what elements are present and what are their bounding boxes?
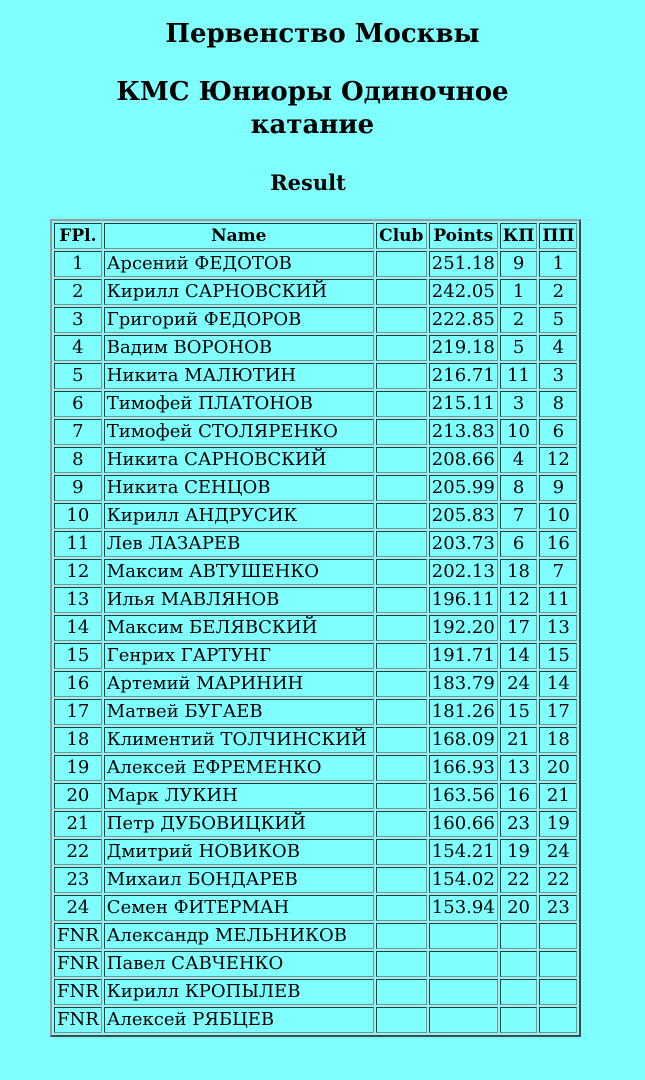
cell-kp: 6	[500, 531, 538, 557]
cell-kp	[500, 951, 538, 977]
cell-fpl: 24	[54, 895, 102, 921]
cell-points: 183.79	[429, 671, 498, 697]
table-row	[54, 307, 577, 333]
cell-kp: 15	[500, 699, 538, 725]
cell-points: 160.66	[429, 811, 498, 837]
cell-club	[376, 475, 427, 501]
cell-points: 163.56	[429, 783, 498, 809]
cell-kp: 20	[500, 895, 538, 921]
cell-club	[376, 1007, 427, 1033]
cell-fpl: 9	[54, 475, 102, 501]
cell-points: 242.05	[429, 279, 498, 305]
cell-fpl: 18	[54, 727, 102, 753]
cell-pp: 20	[539, 755, 577, 781]
cell-fpl: FNR	[54, 979, 102, 1005]
cell-points: 215.11	[429, 391, 498, 417]
cell-kp: 24	[500, 671, 538, 697]
cell-fpl: 12	[54, 559, 102, 585]
cell-club	[376, 895, 427, 921]
cell-pp: 9	[539, 475, 577, 501]
cell-name: Лев ЛАЗАРЕВ	[104, 531, 374, 557]
cell-pp: 12	[539, 447, 577, 473]
cell-name: Петр ДУБОВИЦКИЙ	[104, 811, 374, 837]
cell-kp: 2	[500, 307, 538, 333]
cell-club	[376, 867, 427, 893]
table-row	[54, 1007, 577, 1033]
cell-name: Климентий ТОЛЧИНСКИЙ	[104, 727, 374, 753]
cell-club	[376, 587, 427, 613]
table-row	[54, 615, 577, 641]
cell-club	[376, 755, 427, 781]
cell-name: Семен ФИТЕРМАН	[104, 895, 374, 921]
cell-pp: 17	[539, 699, 577, 725]
cell-fpl: 7	[54, 419, 102, 445]
table-row	[54, 643, 577, 669]
cell-club	[376, 643, 427, 669]
cell-kp: 8	[500, 475, 538, 501]
cell-name: Алексей РЯБЦЕВ	[104, 1007, 374, 1033]
cell-kp: 1	[500, 279, 538, 305]
cell-points: 208.66	[429, 447, 498, 473]
cell-club	[376, 559, 427, 585]
column-header-kp: КП	[500, 223, 538, 249]
cell-club	[376, 615, 427, 641]
table-row	[54, 839, 577, 865]
cell-pp: 4	[539, 335, 577, 361]
cell-points: 203.73	[429, 531, 498, 557]
header-row	[54, 223, 577, 249]
cell-name: Тимофей СТОЛЯРЕНКО	[104, 419, 374, 445]
cell-fpl: 2	[54, 279, 102, 305]
cell-fpl: 21	[54, 811, 102, 837]
cell-fpl: 8	[54, 447, 102, 473]
cell-pp: 11	[539, 587, 577, 613]
cell-pp: 19	[539, 811, 577, 837]
cell-points: 196.11	[429, 587, 498, 613]
cell-fpl: 4	[54, 335, 102, 361]
cell-name: Арсений ФЕДОТОВ	[104, 251, 374, 277]
cell-club	[376, 391, 427, 417]
table-header	[54, 223, 577, 249]
cell-club	[376, 531, 427, 557]
cell-kp: 11	[500, 363, 538, 389]
cell-points: 213.83	[429, 419, 498, 445]
cell-fpl: 10	[54, 503, 102, 529]
cell-points: 153.94	[429, 895, 498, 921]
table-row	[54, 363, 577, 389]
cell-points	[429, 951, 498, 977]
cell-pp	[539, 951, 577, 977]
table-row	[54, 783, 577, 809]
cell-kp	[500, 979, 538, 1005]
cell-club	[376, 727, 427, 753]
cell-pp: 2	[539, 279, 577, 305]
cell-kp: 10	[500, 419, 538, 445]
cell-name: Марк ЛУКИН	[104, 783, 374, 809]
cell-pp: 13	[539, 615, 577, 641]
cell-kp: 9	[500, 251, 538, 277]
cell-kp: 16	[500, 783, 538, 809]
cell-pp: 1	[539, 251, 577, 277]
table-row	[54, 699, 577, 725]
cell-pp: 10	[539, 503, 577, 529]
table-row	[54, 755, 577, 781]
table-row	[54, 559, 577, 585]
table-body	[54, 251, 577, 1033]
table-row	[54, 419, 577, 445]
cell-club	[376, 951, 427, 977]
cell-club	[376, 839, 427, 865]
cell-kp: 5	[500, 335, 538, 361]
table-row	[54, 503, 577, 529]
cell-name: Никита СЕНЦОВ	[104, 475, 374, 501]
table-row	[54, 587, 577, 613]
cell-club	[376, 503, 427, 529]
table-row	[54, 671, 577, 697]
cell-fpl: 3	[54, 307, 102, 333]
cell-fpl: FNR	[54, 951, 102, 977]
cell-fpl: 6	[54, 391, 102, 417]
cell-pp: 3	[539, 363, 577, 389]
cell-fpl: FNR	[54, 1007, 102, 1033]
cell-fpl: 11	[54, 531, 102, 557]
cell-fpl: 16	[54, 671, 102, 697]
event-title: Первенство Москвы	[165, 19, 480, 49]
category-title: КМС Юниоры Одиночное катание	[116, 77, 509, 140]
cell-pp: 16	[539, 531, 577, 557]
cell-club	[376, 811, 427, 837]
cell-pp	[539, 979, 577, 1005]
cell-name: Кирилл КРОПЫЛЕВ	[104, 979, 374, 1005]
cell-name: Вадим ВОРОНОВ	[104, 335, 374, 361]
cell-name: Никита МАЛЮТИН	[104, 363, 374, 389]
cell-name: Дмитрий НОВИКОВ	[104, 839, 374, 865]
cell-club	[376, 419, 427, 445]
cell-points: 191.71	[429, 643, 498, 669]
cell-fpl: 15	[54, 643, 102, 669]
cell-name: Никита САРНОВСКИЙ	[104, 447, 374, 473]
cell-club	[376, 251, 427, 277]
table-row	[54, 923, 577, 949]
cell-pp: 22	[539, 867, 577, 893]
table-row	[54, 867, 577, 893]
table-row	[54, 279, 577, 305]
column-header-points: Points	[429, 223, 498, 249]
cell-points: 205.83	[429, 503, 498, 529]
cell-points	[429, 1007, 498, 1033]
cell-pp	[539, 923, 577, 949]
cell-pp: 15	[539, 643, 577, 669]
table-row	[54, 951, 577, 977]
cell-pp: 18	[539, 727, 577, 753]
table-row	[54, 979, 577, 1005]
cell-kp: 21	[500, 727, 538, 753]
cell-fpl: 17	[54, 699, 102, 725]
cell-fpl: 14	[54, 615, 102, 641]
cell-kp: 17	[500, 615, 538, 641]
cell-kp: 23	[500, 811, 538, 837]
cell-fpl: 5	[54, 363, 102, 389]
cell-pp: 24	[539, 839, 577, 865]
cell-pp: 7	[539, 559, 577, 585]
table-row	[54, 531, 577, 557]
cell-points	[429, 979, 498, 1005]
cell-points: 202.13	[429, 559, 498, 585]
cell-name: Тимофей ПЛАТОНОВ	[104, 391, 374, 417]
cell-club	[376, 923, 427, 949]
cell-fpl: 22	[54, 839, 102, 865]
cell-points: 216.71	[429, 363, 498, 389]
cell-kp: 3	[500, 391, 538, 417]
cell-pp: 21	[539, 783, 577, 809]
cell-pp	[539, 1007, 577, 1033]
cell-points: 166.93	[429, 755, 498, 781]
cell-name: Матвей БУГАЕВ	[104, 699, 374, 725]
cell-points: 205.99	[429, 475, 498, 501]
cell-fpl: 23	[54, 867, 102, 893]
cell-kp	[500, 1007, 538, 1033]
cell-points: 168.09	[429, 727, 498, 753]
cell-points: 219.18	[429, 335, 498, 361]
cell-fpl: 13	[54, 587, 102, 613]
column-header-fpl: FPl.	[54, 223, 102, 249]
cell-club	[376, 783, 427, 809]
cell-points: 222.85	[429, 307, 498, 333]
table-row	[54, 335, 577, 361]
cell-kp: 12	[500, 587, 538, 613]
table-row	[54, 391, 577, 417]
cell-kp: 22	[500, 867, 538, 893]
cell-fpl: 1	[54, 251, 102, 277]
cell-points: 192.20	[429, 615, 498, 641]
cell-pp: 6	[539, 419, 577, 445]
cell-name: Павел САВЧЕНКО	[104, 951, 374, 977]
cell-club	[376, 447, 427, 473]
column-header-pp: ПП	[539, 223, 577, 249]
cell-kp: 18	[500, 559, 538, 585]
cell-club	[376, 279, 427, 305]
table-row	[54, 811, 577, 837]
table-row	[54, 251, 577, 277]
cell-points: 154.21	[429, 839, 498, 865]
cell-name: Григорий ФЕДОРОВ	[104, 307, 374, 333]
cell-kp: 4	[500, 447, 538, 473]
cell-name: Александр МЕЛЬНИКОВ	[104, 923, 374, 949]
cell-name: Михаил БОНДАРЕВ	[104, 867, 374, 893]
cell-points: 154.02	[429, 867, 498, 893]
cell-pp: 5	[539, 307, 577, 333]
cell-points: 251.18	[429, 251, 498, 277]
cell-club	[376, 671, 427, 697]
cell-pp: 8	[539, 391, 577, 417]
cell-name: Генрих ГАРТУНГ	[104, 643, 374, 669]
cell-name: Алексей ЕФРЕМЕНКО	[104, 755, 374, 781]
cell-club	[376, 363, 427, 389]
cell-club	[376, 307, 427, 333]
cell-name: Максим АВТУШЕНКО	[104, 559, 374, 585]
cell-name: Артемий МАРИНИН	[104, 671, 374, 697]
cell-pp: 23	[539, 895, 577, 921]
results-table	[50, 219, 581, 1037]
table-row	[54, 895, 577, 921]
table-row	[54, 447, 577, 473]
cell-name: Кирилл АНДРУСИК	[104, 503, 374, 529]
cell-points: 181.26	[429, 699, 498, 725]
cell-points	[429, 923, 498, 949]
cell-fpl: 20	[54, 783, 102, 809]
section-title: Result	[270, 170, 346, 195]
cell-kp	[500, 923, 538, 949]
cell-fpl: FNR	[54, 923, 102, 949]
cell-club	[376, 335, 427, 361]
cell-fpl: 19	[54, 755, 102, 781]
cell-club	[376, 699, 427, 725]
table-row	[54, 727, 577, 753]
cell-kp: 19	[500, 839, 538, 865]
column-header-club: Club	[376, 223, 427, 249]
cell-kp: 14	[500, 643, 538, 669]
cell-name: Илья МАВЛЯНОВ	[104, 587, 374, 613]
cell-club	[376, 979, 427, 1005]
cell-name: Кирилл САРНОВСКИЙ	[104, 279, 374, 305]
column-header-name: Name	[104, 223, 374, 249]
cell-kp: 7	[500, 503, 538, 529]
table-row	[54, 475, 577, 501]
cell-kp: 13	[500, 755, 538, 781]
cell-name: Максим БЕЛЯВСКИЙ	[104, 615, 374, 641]
cell-pp: 14	[539, 671, 577, 697]
